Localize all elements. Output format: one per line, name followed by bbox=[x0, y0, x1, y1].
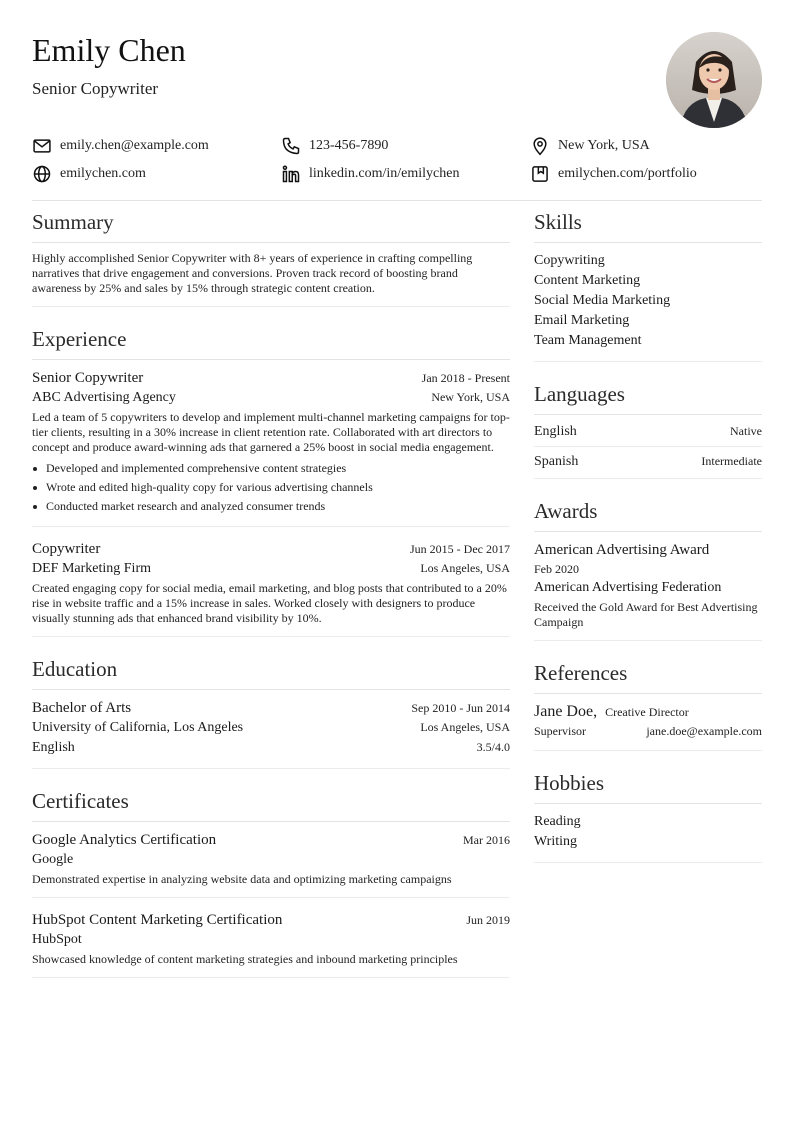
resume-header bbox=[32, 30, 762, 130]
education-institution: University of California, Los Angeles bbox=[32, 720, 244, 735]
experience-description: Created engaging copy for social media, email marketing, and blog posts that contributed to a 20% rise in website traffic and a 15% increase in sales. Worked closely with designers to produce visually stunning ads that enhanced brand visibility by 10%. bbox=[32, 581, 507, 625]
certificate-description: Demonstrated expertise in analyzing website data and optimizing marketing campaigns bbox=[32, 872, 452, 886]
language-level: Native bbox=[730, 424, 762, 438]
bullet-item: Wrote and edited high-quality copy for various advertising channels bbox=[32, 478, 510, 497]
award-awarder: American Advertising Federation bbox=[534, 580, 722, 595]
skill-item: Email Marketing bbox=[534, 313, 630, 328]
experience-description: Led a team of 5 copywriters to develop and implement multi-channel marketing campaigns for top-tier clients, resulting in a 30% increase in client retention rate. Collaborated with art directors to concept and produce award-winning ads that garnered a 25% boost in social media engagement. bbox=[32, 410, 510, 454]
header-divider bbox=[32, 200, 762, 201]
skills-heading: Skills bbox=[534, 206, 762, 243]
contact-phone[interactable] bbox=[281, 135, 388, 157]
certificate-issuer: Google bbox=[32, 852, 74, 867]
contact-website[interactable] bbox=[32, 163, 146, 185]
education-score: 3.5/4.0 bbox=[476, 740, 510, 754]
skill-item: Copywriting bbox=[534, 253, 605, 268]
education-entry bbox=[32, 690, 510, 768]
education-section bbox=[32, 653, 510, 769]
language-level: Intermediate bbox=[701, 454, 762, 468]
reference-email[interactable]: jane.doe@example.com bbox=[646, 724, 762, 738]
bookmark-icon bbox=[530, 164, 550, 184]
hobbies-heading: Hobbies bbox=[534, 767, 762, 804]
contact-linkedin[interactable] bbox=[281, 163, 459, 185]
reference-name: Jane Doe, bbox=[534, 703, 598, 720]
education-degree: Bachelor of Arts bbox=[32, 700, 132, 716]
education-area: English bbox=[32, 740, 75, 755]
experience-entry bbox=[32, 527, 510, 636]
language-item bbox=[534, 447, 762, 476]
email-text: emily.chen@example.com bbox=[60, 138, 209, 153]
certificates-heading: Certificates bbox=[32, 785, 510, 822]
skill-item: Content Marketing bbox=[534, 273, 641, 288]
education-date: Sep 2010 - Jun 2014 bbox=[411, 701, 510, 715]
experience-company: ABC Advertising Agency bbox=[32, 390, 176, 405]
main-column bbox=[32, 206, 510, 978]
experience-position: Senior Copywriter bbox=[32, 370, 144, 386]
hobby-item: Writing bbox=[534, 834, 577, 849]
experience-position: Copywriter bbox=[32, 541, 101, 557]
experience-date: Jan 2018 - Present bbox=[421, 371, 510, 385]
summary-section bbox=[32, 206, 510, 307]
bullet-item: Developed and implemented comprehensive content strategies bbox=[32, 459, 510, 478]
certificate-entry bbox=[32, 822, 510, 898]
skill-item: Team Management bbox=[534, 333, 642, 348]
certificate-name: HubSpot Content Marketing Certification bbox=[32, 912, 283, 928]
awards-section bbox=[534, 495, 762, 641]
certificate-issuer: HubSpot bbox=[32, 932, 82, 947]
sidebar-column bbox=[534, 206, 762, 863]
experience-bullets bbox=[32, 459, 510, 516]
skills-section bbox=[534, 206, 762, 362]
certificate-date: Mar 2016 bbox=[463, 833, 510, 847]
portfolio-text: emilychen.com/portfolio bbox=[558, 166, 697, 181]
award-date: Feb 2020 bbox=[534, 562, 579, 576]
website-text: emilychen.com bbox=[60, 166, 146, 181]
hobbies-section bbox=[534, 767, 762, 863]
candidate-name: Emily Chen bbox=[32, 32, 186, 68]
envelope-icon bbox=[32, 136, 52, 156]
location-text: New York, USA bbox=[558, 138, 650, 153]
certificate-name: Google Analytics Certification bbox=[32, 832, 217, 848]
language-item bbox=[534, 417, 762, 447]
experience-date: Jun 2015 - Dec 2017 bbox=[410, 542, 510, 556]
skill-item: Social Media Marketing bbox=[534, 293, 671, 308]
education-location: Los Angeles, USA bbox=[420, 720, 510, 734]
experience-entry bbox=[32, 360, 510, 527]
experience-section bbox=[32, 323, 510, 637]
certificate-description: Showcased knowledge of content marketing strategies and inbound marketing principles bbox=[32, 952, 458, 966]
certificates-section bbox=[32, 785, 510, 978]
references-heading: References bbox=[534, 657, 762, 694]
experience-heading: Experience bbox=[32, 323, 510, 360]
bullet-item: Conducted market research and analyzed consumer trends bbox=[32, 497, 510, 516]
reference-relation: Supervisor bbox=[534, 724, 586, 738]
summary-heading: Summary bbox=[32, 206, 510, 243]
summary-text: Highly accomplished Senior Copywriter with 8+ years of experience in crafting compelling narratives that drive engagement and conversions. Proven track record of boosting brand awareness by 25% and sales by 15% through strategic content creation. bbox=[32, 251, 473, 295]
phone-text: 123-456-7890 bbox=[309, 138, 389, 153]
languages-heading: Languages bbox=[534, 378, 762, 415]
map-pin-icon bbox=[530, 136, 550, 156]
profile-photo bbox=[666, 32, 762, 128]
languages-section bbox=[534, 378, 762, 479]
certificate-entry bbox=[32, 898, 510, 977]
award-title: American Advertising Award bbox=[534, 542, 710, 558]
language-name: English bbox=[534, 424, 577, 439]
linkedin-text: linkedin.com/in/emilychen bbox=[309, 166, 460, 181]
experience-location: New York, USA bbox=[431, 390, 510, 404]
contact-portfolio[interactable] bbox=[530, 163, 697, 185]
awards-heading: Awards bbox=[534, 495, 762, 532]
language-name: Spanish bbox=[534, 454, 579, 469]
references-section bbox=[534, 657, 762, 751]
hobby-item: Reading bbox=[534, 814, 581, 829]
candidate-headline: Senior Copywriter bbox=[32, 79, 159, 98]
education-heading: Education bbox=[32, 653, 510, 690]
linkedin-icon bbox=[281, 164, 301, 184]
profile-photo-illustration bbox=[666, 32, 762, 128]
experience-company: DEF Marketing Firm bbox=[32, 561, 151, 576]
certificate-date: Jun 2019 bbox=[466, 913, 510, 927]
reference-position: Creative Director bbox=[605, 705, 689, 719]
award-summary: Received the Gold Award for Best Advertising Campaign bbox=[534, 600, 758, 629]
experience-location: Los Angeles, USA bbox=[420, 561, 510, 575]
phone-icon bbox=[281, 136, 301, 156]
contact-location bbox=[530, 135, 650, 157]
globe-icon bbox=[32, 164, 52, 184]
contact-email[interactable] bbox=[32, 135, 209, 157]
